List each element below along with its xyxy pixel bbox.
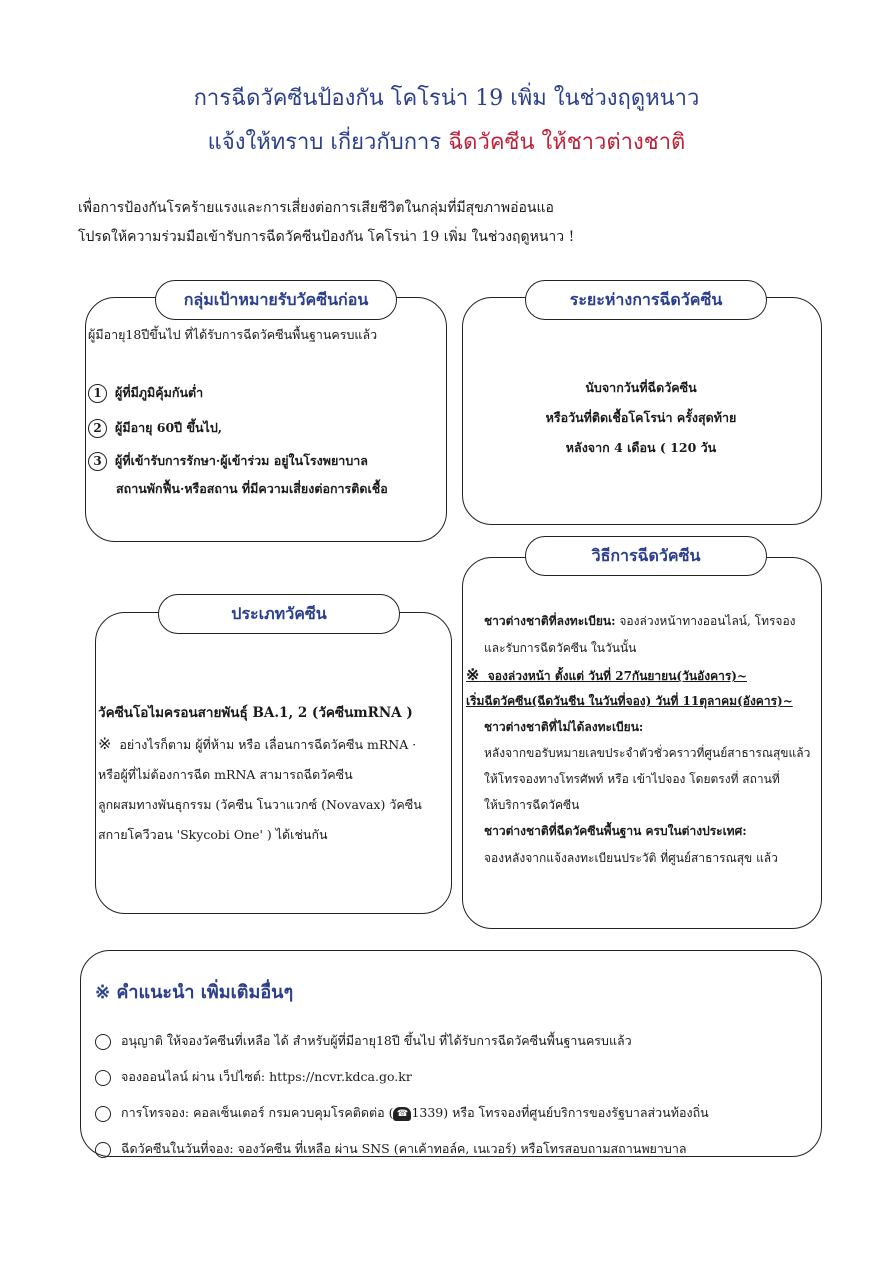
method-unregistered-2: ให้โทรจองทางโทรศัพท์ หรือ เข้าไปจอง โดยตรงที่ สถานที่	[484, 772, 780, 786]
method-title: วิธีการฉีดวัคซีน	[525, 536, 767, 576]
bullet-circle-icon	[95, 1106, 111, 1122]
extra-content	[95, 975, 815, 1167]
vaccine-type-line-2: หรือผู้ที่ไม่ต้องการฉีด mRNA สามารถฉีดวัคซีน	[98, 767, 353, 782]
vaccine-type-content	[98, 697, 448, 850]
intro-line-2: โปรดให้ความร่วมมือเข้ารับการฉีดวัคซีนป้องกัน โคโรน่า 19 เพิ่ม ในช่วงฤดูหนาว !	[78, 229, 575, 245]
title-line-2-prefix: แจ้งให้ทราบ เกี่ยวกับการ	[207, 130, 449, 155]
reference-mark-icon: ※	[466, 665, 480, 684]
method-unregistered-1: หลังจากขอรับหมายเลขประจำตัวชั่วคราวที่ศูนย์สาธารณสุขแล้ว	[484, 746, 811, 760]
vaccine-type-line-4: สกายโควีวอน 'Skycobi One' ) ได้เช่นกัน	[98, 827, 328, 842]
target-item-2: 2 ผู้มีอายุ 60ปี ขึ้นไป,	[88, 410, 438, 446]
extra-item-2: จองออนไลน์ ผ่าน เว็ปไซต์: https://ncvr.kdca.go.kr	[95, 1059, 815, 1095]
bullet-circle-icon	[95, 1070, 111, 1086]
method-registered: ชาวต่างชาติที่ลงทะเบียน: จองล่วงหน้าทางออนไลน์, โทรจอง	[484, 614, 796, 628]
phone-icon: ☎	[393, 1107, 411, 1121]
vaccine-type-title: ประเภทวัคซีน	[158, 594, 400, 634]
number-1-badge: 1	[88, 384, 107, 403]
intro-text	[78, 194, 574, 252]
title-line-2-highlight: ฉีดวัคซีน ให้ชาวต่างชาติ	[448, 130, 686, 155]
method-booking-line-1: ※ จองล่วงหน้า ตั้งแต่ วันที่ 27กันยายน(วันอังคาร)~	[466, 665, 748, 684]
extra-title: ※ คำแนะนำ เพิ่มเติมอื่นๆ	[95, 982, 294, 1003]
target-item-3-cont: สถานพักฟื้น·หรือสถาน ที่มีความเสี่ยงต่อการติดเชื้อ	[116, 481, 388, 496]
target-group-title: กลุ่มเป้าหมายรับวัคซีนก่อน	[155, 280, 397, 320]
target-item-3: 3 ผู้ที่เข้ารับการรักษา·ผู้เข้าร่วม อยู่ในโรงพยาบาล	[88, 446, 438, 476]
interval-line-3: หลังจาก 4 เดือน ( 120 วัน	[565, 440, 717, 455]
title-line-1: การฉีดวัคซีนป้องกัน โคโรน่า 19 เพิ่ม ในช่วงฤดูหนาว	[193, 86, 700, 111]
target-group-lead: ผู้มีอายุ18ปีขึ้นไป ที่ได้รับการฉีดวัคซีนพื้นฐานครบแล้ว	[88, 327, 378, 342]
interval-line-2: หรือวันที่ติดเชื้อโคโรน่า ครั้งสุดท้าย	[545, 410, 737, 425]
method-content	[466, 608, 818, 872]
target-group-content	[88, 322, 438, 502]
method-abroad-label: ชาวต่างชาติที่ฉีดวัคซีนพื้นฐาน ครบในต่างประเทศ:	[484, 824, 747, 838]
vaccine-type-heading: วัคซีนโอไมครอนสายพันธุ์ BA.1, 2 (วัคซีนmRNA )	[98, 705, 413, 721]
extra-item-3: การโทรจอง: คอลเซ็นเตอร์ กรมควบคุมโรคติดต่อ ( ☎ 1339) หรือ โทรจองที่ศูนย์บริการของรัฐบาลส่วนท้องถิ่น	[95, 1095, 815, 1131]
bullet-circle-icon	[95, 1034, 111, 1050]
interval-content	[462, 373, 820, 463]
interval-title: ระยะห่างการฉีดวัคซีน	[525, 280, 767, 320]
method-registered-2: และรับการฉีดวัคซีน ในวันนั้น	[484, 641, 637, 655]
phone-number: 1339	[411, 1105, 444, 1120]
number-2-badge: 2	[88, 419, 107, 438]
extra-item-1: อนุญาติ ให้จองวัคซีนที่เหลือ ได้ สำหรับผู้ที่มีอายุ18ปี ขึ้นไป ที่ได้รับการฉีดวัคซีนพื้นฐานครบแล้ว	[95, 1023, 815, 1059]
extra-item-4: ฉีดวัคซีนในวันที่จอง: จองวัคซีน ที่เหลือ ผ่าน SNS (คาเค้าทอล์ค, เนเวอร์) หรือโทรสอบถามสถานพยาบาล	[95, 1131, 815, 1167]
method-unregistered-3: ให้บริการฉีดวัคซีน	[484, 798, 580, 812]
method-abroad-text: จองหลังจากแจ้งลงทะเบียนประวัติ ที่ศูนย์สาธารณสุข แล้ว	[484, 851, 778, 865]
vaccine-type-line-1: ※ อย่างไรก็ตาม ผู้ที่ห้าม หรือ เลื่อนการฉีดวัคซีน mRNA ·	[98, 734, 417, 753]
method-booking-line-2: เริ่มฉีดวัคซีน(ฉีดวันชีน ในวันที่จอง) วันที่ 11ตุลาคม(อังคาร)~	[466, 694, 793, 708]
vaccine-type-line-3: ลูกผสมทางพันธุกรรม (วัคซีน โนวาแวกซ์ (Novavax) วัคซีน	[98, 797, 422, 812]
method-unregistered-label: ชาวต่างชาติที่ไม่ได้ลงทะเบียน:	[484, 720, 644, 734]
title-line-2	[0, 124, 893, 159]
target-item-1: 1 ผู้ที่มีภูมิคุ้มกันต่ำ	[88, 376, 438, 410]
number-3-badge: 3	[88, 452, 107, 471]
reference-mark-icon: ※	[98, 734, 112, 753]
interval-line-1: นับจากวันที่ฉีดวัคซีน	[585, 380, 697, 395]
bullet-circle-icon	[95, 1142, 111, 1158]
intro-line-1: เพื่อการป้องกันโรคร้ายแรงและการเสี่ยงต่อการเสียชีวิตในกลุ่มที่มีสุขภาพอ่อนแอ	[78, 200, 554, 216]
